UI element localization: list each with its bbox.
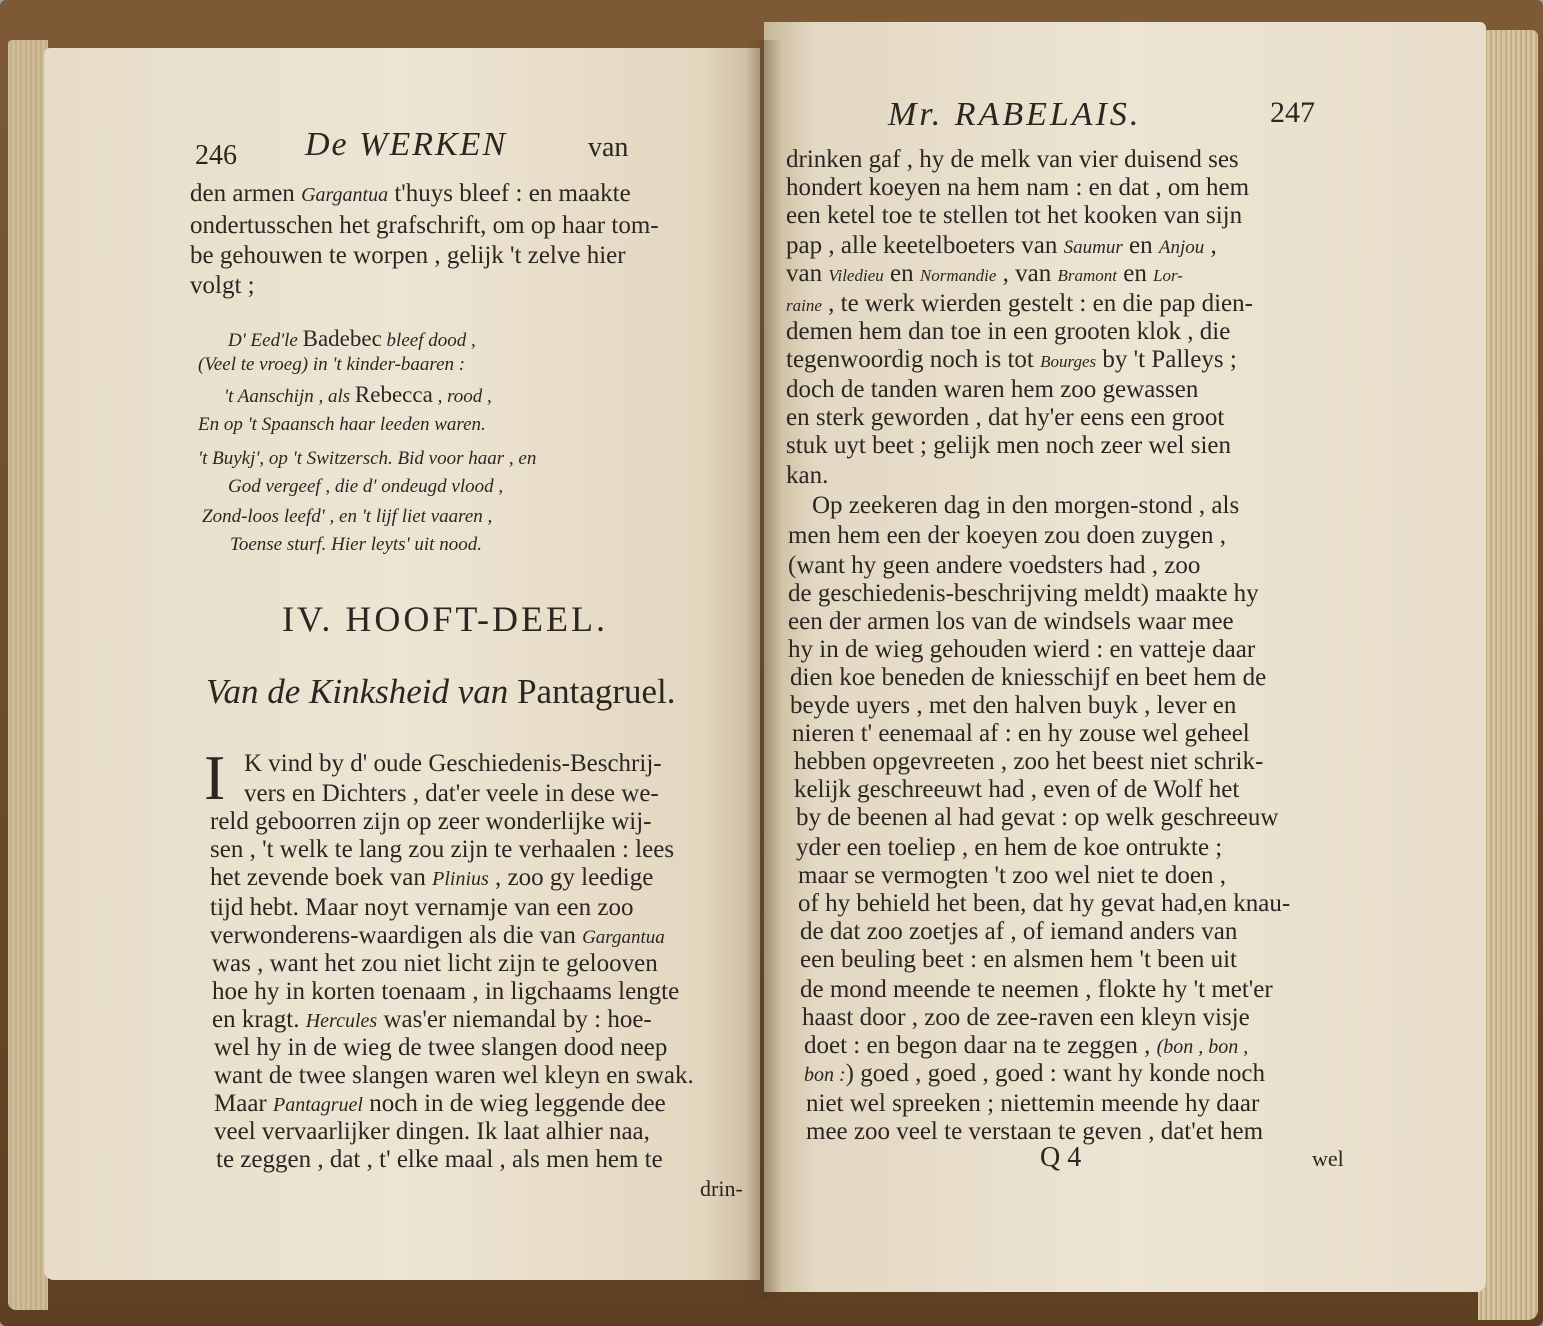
right-text-line: een beuling beet : en alsmen hem 't been uit [800, 946, 1237, 973]
poem-line: En op 't Spaansch haar leeden waren. [198, 414, 486, 435]
right-text-line: yder een toeliep , en hem de koe ontrukte ; [796, 834, 1223, 861]
right-text-line: pap , alle keetelboeters van Saumur en Anjou , [786, 232, 1217, 259]
right-text-line: (want hy geen andere voedsters had , zoo [788, 552, 1201, 579]
right-text-line: bon :) goed , goed , goed : want hy konde noch [804, 1060, 1266, 1087]
left-text-line: veel vervaarlijker dingen. Ik laat alhier naa, [214, 1118, 650, 1145]
right-text-line: niet wel spreeken ; niettemin meende hy daar [806, 1090, 1260, 1117]
right-text-line: kan. [786, 462, 829, 489]
left-page-edges [8, 40, 48, 1310]
left-text-line: verwonderens-waardigen als die van Gargantua [210, 922, 665, 949]
right-text-line: doet : en begon daar na te zeggen , (bon , bon , [804, 1032, 1249, 1059]
left-text-line: wel hy in de wieg de twee slangen dood neep [214, 1034, 668, 1061]
right-text-line: kelijk geschreeuwt had , even of de Wolf het [794, 776, 1240, 803]
right-page-number: 247 [1270, 96, 1315, 129]
right-text-line: by de beenen al had gevat : op welk geschreeuw [796, 804, 1279, 831]
right-catchword: wel [1312, 1146, 1344, 1171]
right-text-line: doch de tanden waren hem zoo gewassen [786, 376, 1199, 403]
right-page-edges [1478, 30, 1538, 1320]
right-text-line: Op zeekeren dag in den morgen-stond , als [812, 492, 1240, 519]
gutter-shadow [746, 40, 782, 1300]
right-text-line: dien koe beneden de kniesschijf en beet hem de [790, 664, 1267, 691]
poem-line: Toense sturf. Hier leyts' uit nood. [230, 534, 482, 555]
right-text-line: mee zoo veel te verstaan te geven , dat'et hem [806, 1118, 1264, 1145]
poem-line: God vergeef , die d' ondeugd vlood , [228, 476, 504, 497]
left-text-line: reld geboorren zijn op zeer wonderlijke wij- [210, 808, 652, 835]
left-running-title-van: van [588, 132, 629, 163]
left-text-line: en kragt. Hercules was'er niemandal by : hoe- [212, 1006, 652, 1033]
right-text-line: stuk uyt beet ; gelijk men noch zeer wel sien [786, 432, 1232, 459]
left-text-line: ondertusschen het grafschrift, om op haar tom- [190, 212, 659, 239]
poem-line: 't Aanschijn , als Rebecca , rood , [224, 382, 492, 407]
right-text-line: hondert koeyen na hem nam : en dat , om hem [786, 174, 1250, 201]
left-text-line: Maar Pantagruel noch in de wieg leggende dee [214, 1090, 666, 1117]
right-text-line: en sterk geworden , dat hy'er eens een groot [786, 404, 1225, 431]
left-text-line: was , want het zou niet licht zijn te gelooven [212, 950, 658, 977]
drop-cap: I [204, 742, 226, 813]
left-text-line: het zevende boek van Plinius , zoo gy leedige [210, 864, 654, 891]
left-text-line: den armen Gargantua t'huys bleef : en maakte [190, 180, 631, 207]
poem-line: D' Eed'le Badebec bleef dood , [228, 326, 476, 351]
left-text-line: vers en Dichters , dat'er veele in dese we- [244, 780, 659, 807]
right-text-line: demen hem dan toe in een grooten klok , die [786, 318, 1231, 345]
poem-line: Zond-loos leefd' , en 't lijf liet vaaren , [202, 506, 493, 527]
left-page-number: 246 [195, 140, 237, 171]
left-catchword: drin- [700, 1176, 743, 1201]
right-text-line: van Viledieu en Normandie , van Bramont en Lor- [786, 260, 1183, 287]
right-text-line: een der armen los van de windsels waar mee [788, 608, 1234, 635]
poem-line: (Veel te vroeg) in 't kinder-baaren : [198, 354, 466, 375]
left-text-line: hoe hy in korten toenaam , in ligchaams lengte [212, 978, 680, 1005]
signature-mark: Q 4 [1040, 1142, 1082, 1173]
chapter-heading: IV. HOOFT-DEEL. [282, 599, 609, 639]
poem-line: 't Buykj', op 't Switzersch. Bid voor haar , en [198, 448, 537, 469]
right-text-line: drinken gaf , hy de melk van vier duisend ses [786, 146, 1239, 173]
right-text-line: nieren t' eenemaal af : en hy zouse wel geheel [792, 720, 1250, 747]
right-text-line: raine , te werk wierden gestelt : en die pap dien- [786, 290, 1253, 317]
left-text-line: volgt ; [190, 272, 255, 299]
right-text-line: maar se vermogten 't zoo wel niet te doen , [798, 862, 1226, 889]
right-text-line: men hem een der koeyen zou doen zuygen , [788, 522, 1227, 549]
right-text-line: beyde uyers , met den halven buyk , lever en [790, 692, 1237, 719]
left-text-line: sen , 't welk te lang zou zijn te verhaalen : lees [210, 836, 675, 863]
right-text-line: de geschiedenis-beschrijving meldt) maakte hy [788, 580, 1259, 607]
right-text-line: of hy behield het been, dat hy gevat had,en knau- [798, 890, 1291, 917]
right-text-line: hy in de wieg gehouden wierd : en vatteje daar [788, 636, 1256, 663]
right-text-line: tegenwoordig noch is tot Bourges by 't Palleys ; [786, 346, 1237, 373]
left-text-line: te zeggen , dat , t' elke maal , als men hem te [216, 1146, 663, 1173]
left-text-line: be gehouwen te worpen , gelijk 't zelve hier [190, 242, 626, 269]
right-running-title: Mr. RABELAIS. [888, 96, 1142, 133]
left-text-line: tijd hebt. Maar noyt vernamje van een zoo [210, 894, 634, 921]
left-running-title: De WERKEN [305, 126, 508, 163]
right-text-line: haast door , zoo de zee-raven een kleyn visje [802, 1004, 1250, 1031]
right-text-line: een ketel toe te stellen tot het kooken van sijn [786, 202, 1243, 229]
right-text-line: hebben opgevreeten , zoo het beest niet schrik- [794, 748, 1264, 775]
right-text-line: de mond meende te neemen , flokte hy 't met'er [800, 976, 1273, 1003]
left-text-line: K vind by d' oude Geschiedenis-Beschrij- [244, 750, 662, 777]
left-text-line: want de twee slangen waren wel kleyn en swak. [214, 1062, 694, 1089]
chapter-subtitle: Van de Kinksheid van Pantagruel. [206, 672, 676, 711]
right-text-line: de dat zoo zoetjes af , of iemand anders van [800, 918, 1238, 945]
